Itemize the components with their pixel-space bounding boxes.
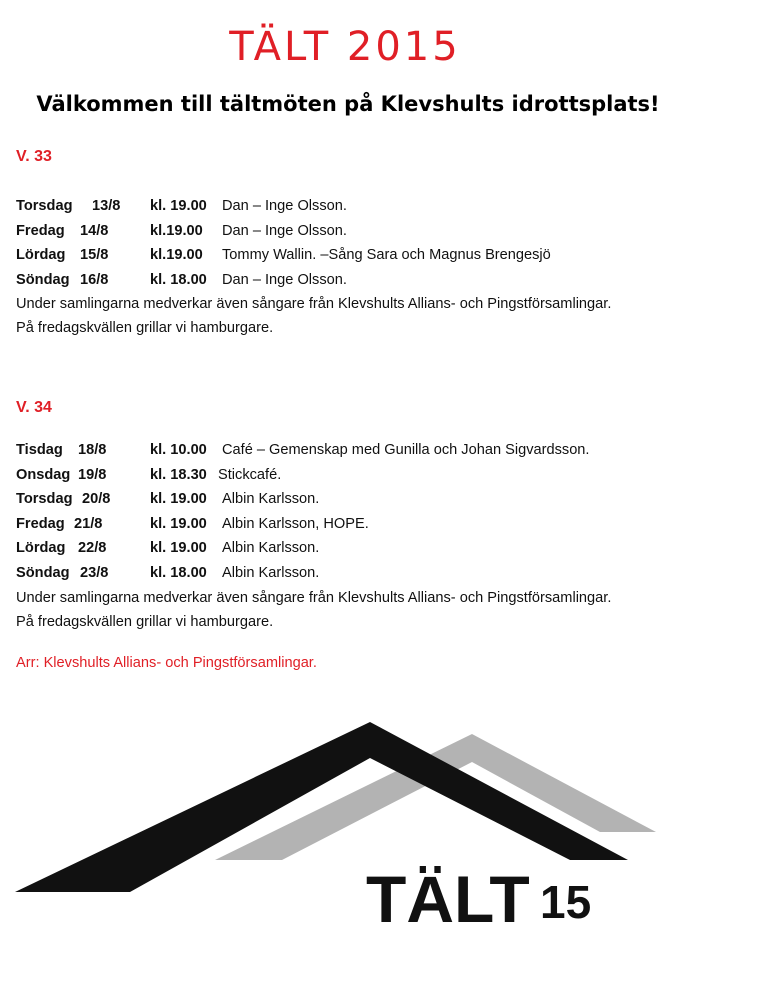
event-time: kl. 19.00	[150, 491, 207, 507]
event-date: 23/8	[80, 565, 109, 581]
event-date: 14/8	[80, 223, 109, 239]
event-desc: Dan – Inge Olsson.	[222, 198, 347, 214]
event-day: Söndag	[16, 565, 70, 581]
event-day: Söndag	[16, 272, 70, 288]
note-text: På fredagskvällen grillar vi hamburgare.	[16, 320, 274, 336]
welcome-heading: Välkommen till tältmöten på Klevshults idrottsplats!	[36, 92, 660, 116]
event-date: 18/8	[78, 442, 107, 458]
event-day: Lördag	[16, 247, 66, 263]
arranger-note: Arr: Klevshults Allians- och Pingstförsamlingar.	[16, 655, 317, 671]
event-time: kl. 19.00	[150, 540, 207, 556]
event-date: 16/8	[80, 272, 109, 288]
note-text: Under samlingarna medverkar även sångare från Klevshults Allians- och Pingstförsamlingar.	[16, 590, 612, 606]
event-day: Torsdag	[16, 198, 73, 214]
event-time: kl. 10.00	[150, 442, 207, 458]
event-day: Fredag	[16, 516, 65, 532]
event-desc: Tommy Wallin. –Sång Sara och Magnus Brengesjö	[222, 247, 551, 263]
event-day: Onsdag	[16, 467, 71, 483]
event-time: kl.19.00	[150, 223, 203, 239]
event-desc: Dan – Inge Olsson.	[222, 223, 347, 239]
event-day: Tisdag	[16, 442, 63, 458]
event-day: Lördag	[16, 540, 66, 556]
event-time: kl. 19.00	[150, 516, 207, 532]
note-text: Under samlingarna medverkar även sångare från Klevshults Allians- och Pingstförsamlingar.	[16, 296, 612, 312]
page-title: TÄLT 2015	[229, 24, 461, 70]
event-time: kl. 18.30	[150, 467, 207, 483]
event-date: 21/8	[74, 516, 103, 532]
event-date: 20/8	[82, 491, 111, 507]
event-desc: Albin Karlsson.	[222, 540, 320, 556]
event-date: 15/8	[80, 247, 109, 263]
event-time: kl. 19.00	[150, 198, 207, 214]
event-desc: Dan – Inge Olsson.	[222, 272, 347, 288]
event-day: Torsdag	[16, 491, 73, 507]
event-date: 13/8	[92, 198, 121, 214]
event-time: kl. 18.00	[150, 565, 207, 581]
event-date: 19/8	[78, 467, 107, 483]
note-text: På fredagskvällen grillar vi hamburgare.	[16, 614, 274, 630]
event-desc: Albin Karlsson.	[222, 491, 320, 507]
logo-word: TÄLT	[366, 862, 530, 936]
event-time: kl. 18.00	[150, 272, 207, 288]
week-34-label: V. 34	[16, 399, 52, 416]
event-desc: Stickcafé.	[218, 467, 282, 483]
event-time: kl.19.00	[150, 247, 203, 263]
event-desc: Café – Gemenskap med Gunilla och Johan Sigvardsson.	[222, 442, 590, 458]
event-date: 22/8	[78, 540, 107, 556]
week-33-label: V. 33	[16, 148, 52, 165]
talt15-logo	[0, 700, 764, 1000]
event-day: Fredag	[16, 223, 65, 239]
logo-number: 15	[540, 876, 592, 928]
event-desc: Albin Karlsson.	[222, 565, 320, 581]
event-desc: Albin Karlsson, HOPE.	[222, 516, 369, 532]
logo-black-roof	[15, 722, 628, 892]
